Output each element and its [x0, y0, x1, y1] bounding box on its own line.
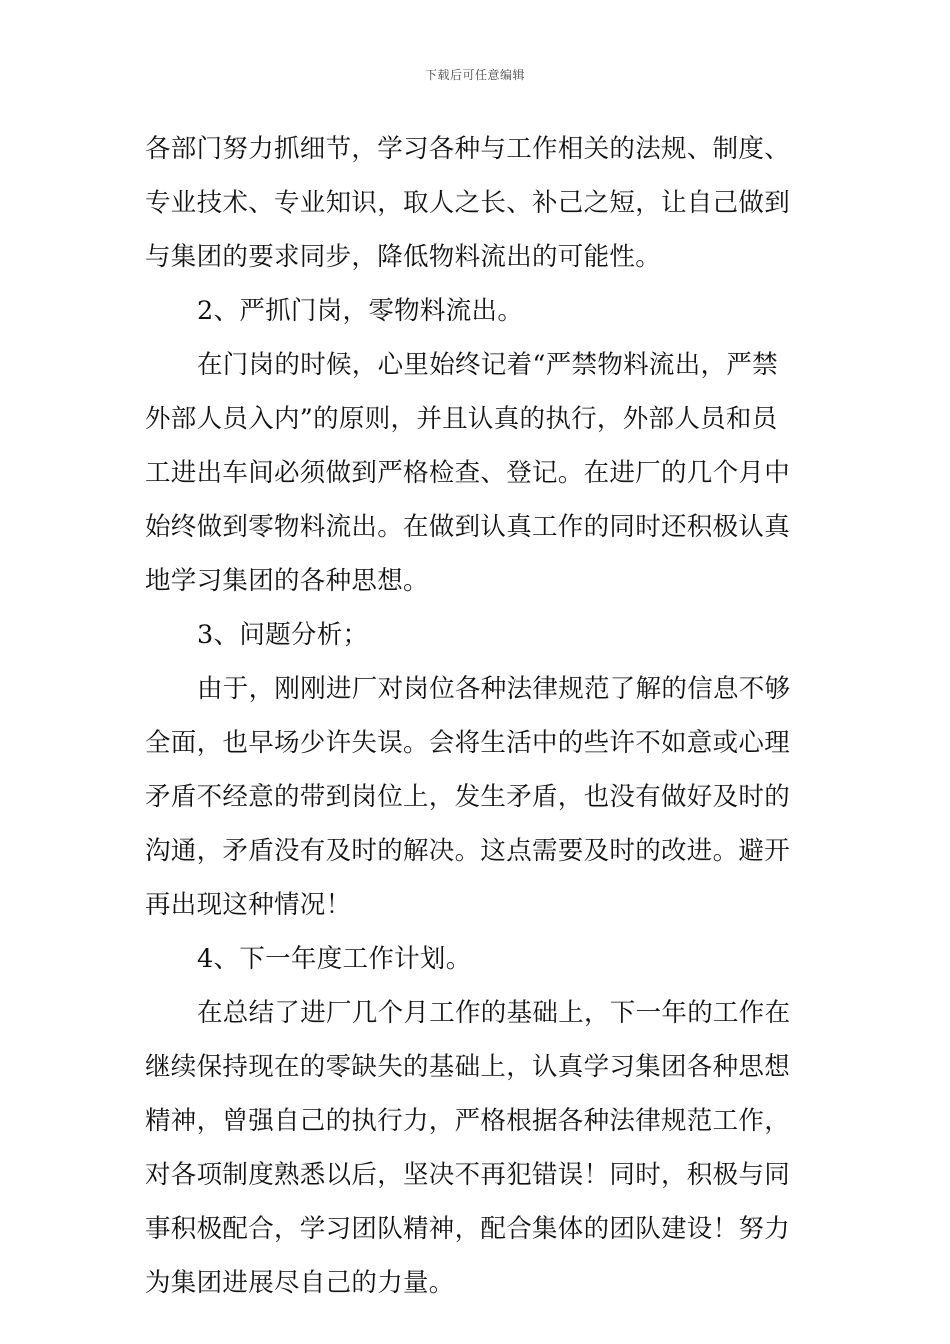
text-line: 沟通，矛盾没有及时的解决。这点需要及时的改进。避开 [145, 836, 791, 866]
section-heading: 4、下一年度工作计划。 [197, 944, 472, 974]
text-line: 地学习集团的各种思想。 [145, 566, 429, 596]
text-line: 工进出车间必须做到严格检查、登记。在进厂的几个月中 [145, 458, 791, 488]
text-line: 矛盾不经意的带到岗位上，发生矛盾，也没有做好及时的 [145, 782, 791, 812]
text-line: 全面，也早场少许失误。会将生活中的些许不如意或心理 [145, 728, 791, 758]
text-line: 对各项制度熟悉以后，坚决不再犯错误！同时，积极与同 [145, 1160, 791, 1190]
text-line: 为集团进展尽自己的力量。 [145, 1268, 455, 1298]
text-line: 外部人员入内”的原则，并且认真的执行，外部人员和员 [145, 404, 778, 434]
text-line: 专业技术、专业知识，取人之长、补己之短，让自己做到 [145, 188, 791, 218]
text-line: 精神，曾强自己的执行力，严格根据各种法律规范工作， [145, 1106, 791, 1136]
text-line: 由于，刚刚进厂对岗位各种法律规范了解的信息不够 [197, 674, 791, 704]
header-note: 下载后可任意编辑 [424, 68, 525, 82]
text-line: 事积极配合，学习团队精神，配合集体的团队建设！努力 [145, 1214, 791, 1244]
document-body [145, 122, 810, 1310]
section-heading: 2、严抓门岗，零物料流出。 [197, 296, 524, 326]
text-line: 在总结了进厂几个月工作的基础上，下一年的工作在 [197, 998, 791, 1028]
text-line: 继续保持现在的零缺失的基础上，认真学习集团各种思想 [145, 1052, 791, 1082]
section-heading: 3、问题分析； [197, 620, 369, 650]
text-line: 再出现这种情况！ [145, 890, 352, 920]
text-line: 各部门努力抓细节，学习各种与工作相关的法规、制度、 [145, 134, 791, 164]
text-line: 与集团的要求同步，降低物料流出的可能性。 [145, 242, 662, 272]
text-line: 在门岗的时候，心里始终记着“严禁物料流出，严禁 [197, 350, 778, 380]
text-line: 始终做到零物料流出。在做到认真工作的同时还积极认真 [145, 512, 791, 542]
